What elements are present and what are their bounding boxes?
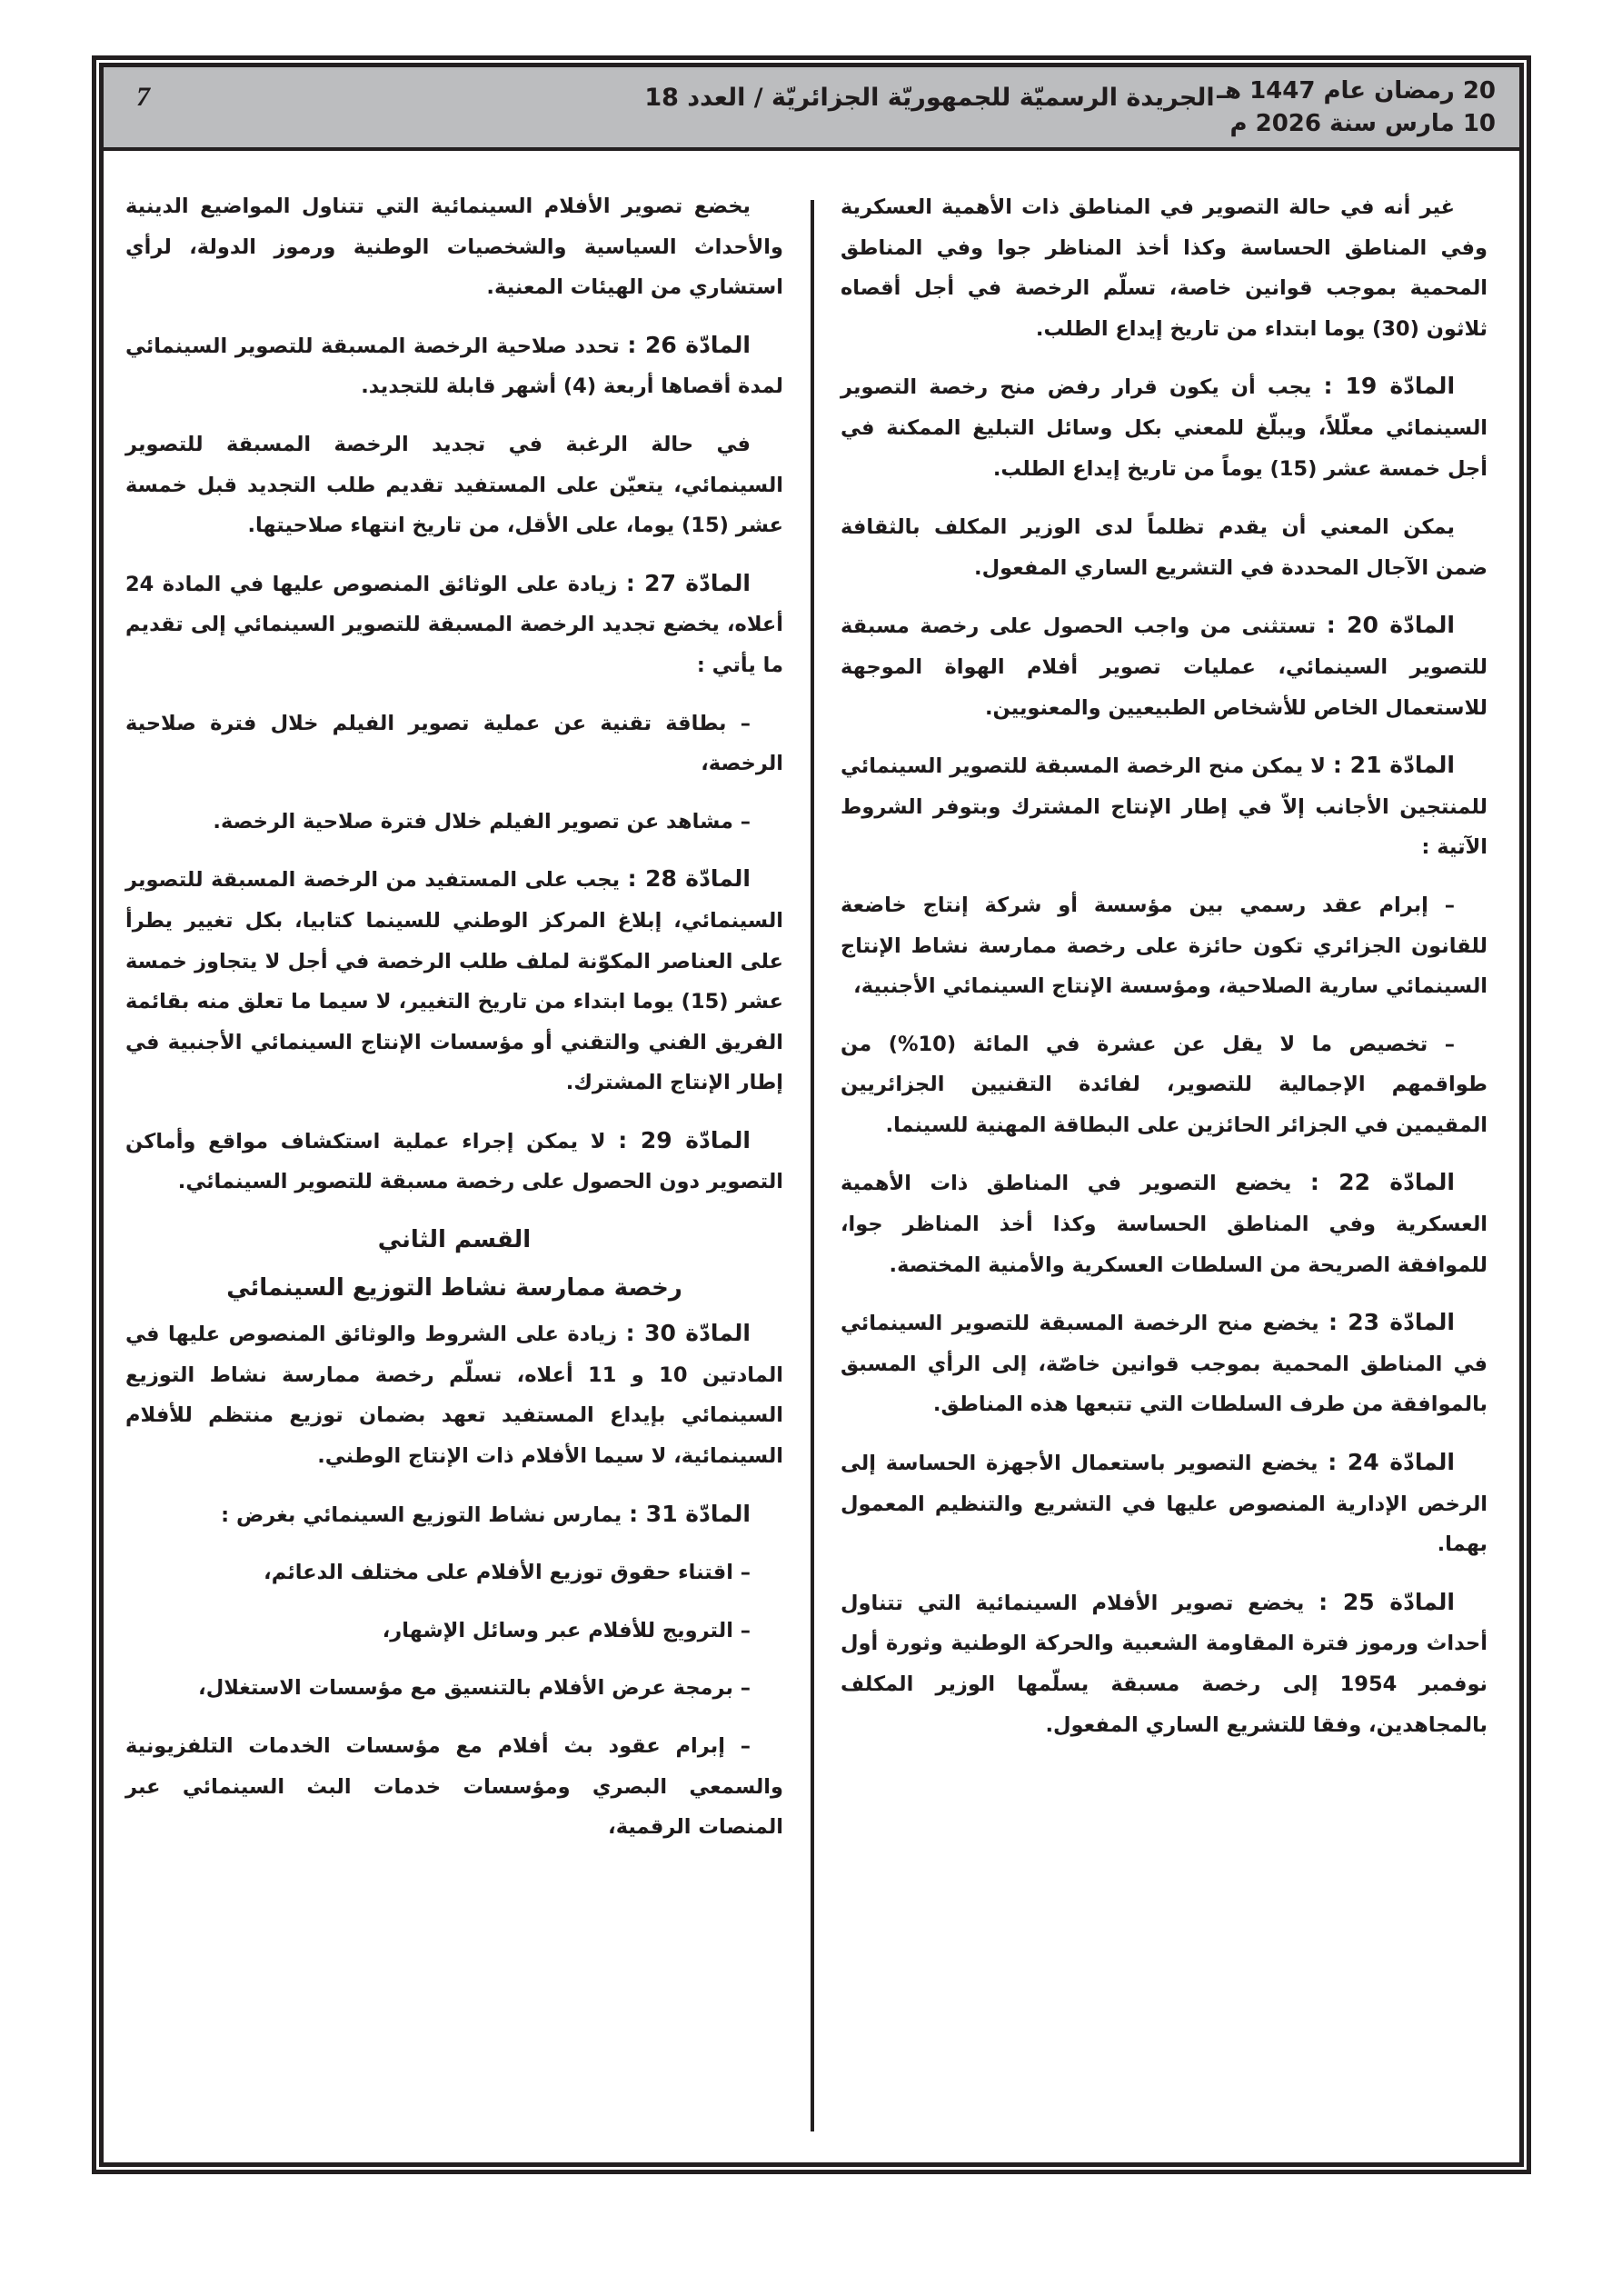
article-19 — [841, 366, 1488, 489]
article-text: لا يمكن إجراء عملية استكشاف مواقع وأماكن التصوير دون الحصول على رخصة مسبقة للتصوير السينمائي. — [125, 1129, 783, 1194]
hijri-date: 20 رمضان عام 1447 هـ — [1217, 77, 1496, 105]
bullet-text: – بطاقة تقنية عن عملية تصوير الفيلم خلال فترة صلاحية الرخصة، — [125, 711, 783, 776]
section-subheading: رخصة ممارسة نشاط التوزيع السينمائي — [226, 1273, 682, 1302]
bullet-item — [125, 802, 783, 843]
bullet-text: – الترويج للأفلام عبر وسائل الإشهار، — [382, 1618, 751, 1642]
article-26 — [125, 325, 783, 407]
bullet-item — [125, 704, 783, 784]
paragraph — [125, 186, 783, 308]
article-24 — [841, 1442, 1488, 1565]
article-label: المادّة 26 : — [627, 331, 751, 358]
article-23 — [841, 1303, 1488, 1425]
bullet-text: – إبرام عقد رسمي بين مؤسسة أو شركة إنتاج خاضعة للقانون الجزائري تكون حائزة على رخصة ممارسة نشاط الإنتاج السينمائي سارية الصلاحية، ومؤسسة الإنتاج السينمائي الأجنبية، — [841, 893, 1488, 999]
article-text: زيادة على الشروط والوثائق المنصوص عليها في المادتين 10 و 11 أعلاه، تسلّم رخصة ممارسة نشاط التوزيع السينمائي بإيداع المستفيد تعهد بضمان توزيع منتظم للأفلام السينمائية، لا سيما الأفلام ذات الإنتاج الوطني. — [125, 1323, 783, 1469]
article-label: المادّة 27 : — [625, 569, 751, 596]
article-label: المادّة 21 : — [1332, 752, 1456, 779]
bullet-text: – إبرام عقود بث أفلام مع مؤسسات الخدمات التلفزيونية والسمعي البصري ومؤسسات خدمات البث السينمائي عبر المنصات الرقمية، — [125, 1734, 783, 1840]
article-25 — [841, 1582, 1488, 1745]
paragraph — [841, 186, 1488, 349]
article-text: يخضع منح الرخصة المسبقة للتصوير السينمائي في المناطق المحمية بموجب قوانين خاصّة، إلى الرأي المسبق بالموافقة من طرف السلطات التي تتبعها هذه المناطق. — [841, 1312, 1488, 1417]
article-label: المادّة 31 : — [629, 1500, 751, 1527]
article-text: يخضع التصوير في المناطق ذات الأهمية العسكرية وفي المناطق الحساسة وكذا أخذ المناظر جوا، للموافقة الصريحة من السلطات العسكرية والأمنية المختصة. — [841, 1172, 1488, 1277]
right-column — [841, 186, 1488, 1762]
article-20 — [841, 605, 1488, 728]
gazette-title: الجريدة الرسميّة للجمهوريّة الجزائريّة / العدد 18 — [644, 84, 1215, 112]
article-text: في حالة الرغبة في تجديد الرخصة المسبقة للتصوير السينمائي، يتعيّن على المستفيد تقديم طلب التجديد قبل خمسة عشر (15) يوما، على الأقل، من تاريخ انتهاء صلاحيتها. — [125, 432, 783, 538]
page-number: 7 — [136, 82, 150, 112]
article-label: المادّة 28 : — [627, 865, 751, 893]
article-label: المادّة 19 : — [1323, 373, 1456, 400]
page-header — [104, 67, 1519, 151]
paragraph — [125, 424, 783, 546]
article-label: المادّة 30 : — [625, 1320, 751, 1347]
article-text: يجب على المستفيد من الرخصة المسبقة للتصوير السينمائي، إبلاغ المركز الوطني للسينما كتابيا، بكل تغيير يطرأ على العناصر المكوّنة لملف طلب الرخصة في أجل لا يتجاوز خمسة عشر (15) يوما ابتداء من تاريخ التغيير، لا سيما ما تعلق منه بقائمة الفريق الفني والتقني أو مؤسسات الإنتاج السينمائي الأجنبية في إطار الإنتاج المشترك. — [125, 868, 783, 1095]
article-29 — [125, 1121, 783, 1203]
bullet-item — [125, 1668, 783, 1709]
article-31 — [125, 1494, 783, 1536]
article-text: يخضع تصوير الأفلام السينمائية التي تتناول أحداث ورموز فترة المقاومة الشعبية والحركة الوطنية وثورة أول نوفمبر 1954 إلى رخصة مسبقة يسلّمها الوزير المكلف بالمجاهدين، وفقا للتشريع الساري المفعول. — [841, 1591, 1488, 1737]
article-label: المادّة 29 : — [618, 1126, 751, 1153]
article-text: تستثنى من واجب الحصول على رخصة مسبقة للتصوير السينمائي، عمليات تصوير أفلام الهواة الموجهة للاستعمال الخاص للأشخاص الطبيعيين والمعنويين. — [841, 614, 1488, 720]
bullet-text: – تخصيص ما لا يقل عن عشرة في المائة (10%) من طواقمهم الإجمالية للتصوير، لفائدة التقنيين الجزائريين المقيمين في الجزائر الحائزين على البطاقة المهنية للسينما. — [841, 1032, 1488, 1137]
bullet-item — [841, 885, 1488, 1007]
paragraph — [841, 506, 1488, 588]
article-text: زيادة على الوثائق المنصوص عليها في المادة 24 أعلاه، يخضع تجديد الرخصة المسبقة للتصوير السينمائي إلى تقديم ما يأتي : — [125, 572, 783, 677]
article-text: يخضع التصوير باستعمال الأجهزة الحساسة إلى الرخص الإدارية المنصوص عليها في التشريع والتنظيم المعمول بهما. — [841, 1452, 1488, 1557]
article-label: المادّة 25 : — [1318, 1588, 1455, 1615]
article-text: يخضع تصوير الأفلام السينمائية التي تتناول المواضيع الدينية والأحداث السياسية والشخصيات الوطنية ورموز الدولة، لرأي استشاري من الهيئات المعنية. — [125, 195, 783, 300]
bullet-item — [841, 1024, 1488, 1146]
article-text: غير أنه في حالة التصوير في المناطق ذات الأهمية العسكرية وفي المناطق الحساسة وكذا أخذ المناظر جوا وفي المناطق المحمية بموجب قوانين خاصة، تسلّم الرخصة في أجل أقصاه ثلاثون (30) يوما ابتداء من تاريخ إيداع الطلب. — [841, 195, 1488, 341]
article-22 — [841, 1163, 1488, 1285]
article-28 — [125, 859, 783, 1103]
issue-dates — [1217, 75, 1496, 140]
article-label: المادّة 23 : — [1328, 1309, 1456, 1336]
article-label: المادّة 20 : — [1326, 612, 1455, 639]
gregorian-date: 10 مارس سنة 2026 م — [1229, 110, 1496, 137]
article-text: تحدد صلاحية الرخصة المسبقة للتصوير السينمائي لمدة أقصاها أربعة (4) أشهر قابلة للتجديد. — [125, 334, 783, 399]
article-text: يجب أن يكون قرار رفض منح رخصة التصوير السينمائي معلّلاً، ويبلّغ للمعني بكل وسائل التبليغ الممكنة في أجل خمسة عشر (15) يوماً من تاريخ إيداع الطلب. — [841, 375, 1488, 481]
article-text: يمكن المعني أن يقدم تظلماً لدى الوزير المكلف بالثقافة ضمن الآجال المحددة في التشريع الساري المفعول. — [841, 515, 1488, 580]
article-21 — [841, 745, 1488, 868]
bullet-item — [125, 1726, 783, 1848]
article-30 — [125, 1313, 783, 1476]
bullet-text: – اقتناء حقوق توزيع الأفلام على مختلف الدعائم، — [264, 1561, 751, 1585]
bullet-item — [125, 1611, 783, 1652]
bullet-text: – مشاهد عن تصوير الفيلم خلال فترة صلاحية الرخصة. — [213, 809, 751, 834]
left-column — [125, 186, 783, 1865]
column-divider — [811, 200, 814, 2131]
article-label: المادّة 22 : — [1309, 1169, 1456, 1196]
bullet-item — [125, 1552, 783, 1593]
article-text: لا يمكن منح الرخصة المسبقة للتصوير السينمائي للمنتجين الأجانب إلاّ في إطار الإنتاج المشترك وبتوفر الشروط الآتية : — [841, 754, 1488, 860]
bullet-text: – برمجة عرض الأفلام بالتنسيق مع مؤسسات الاستغلال، — [198, 1676, 751, 1701]
article-label: المادّة 24 : — [1328, 1449, 1455, 1476]
article-text: يمارس نشاط التوزيع السينمائي بغرض : — [221, 1502, 622, 1527]
article-27 — [125, 564, 783, 686]
section-heading: القسم الثاني — [377, 1226, 532, 1254]
